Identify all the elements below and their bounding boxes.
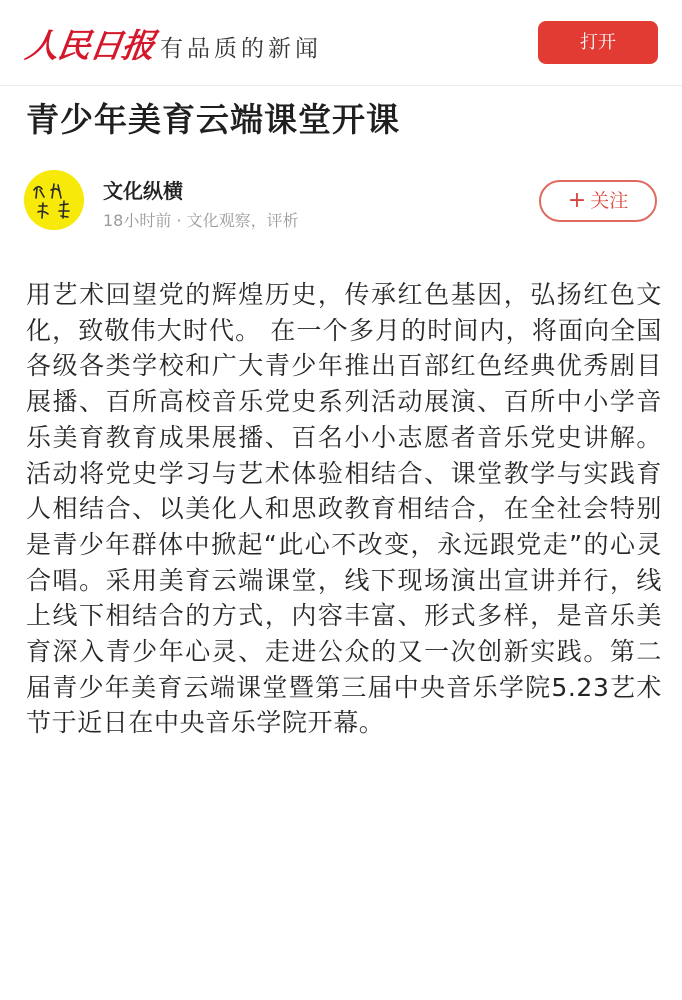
article-title: 青少年美育云端课堂开课 (26, 100, 400, 139)
brand-logo[interactable]: 人民日报 (22, 26, 157, 65)
calligraphy-seal-avatar-icon (24, 170, 84, 230)
author-name[interactable]: 文化纵横 (103, 179, 183, 203)
post-meta: 18小时前 · 文化观察，评析 (103, 211, 299, 230)
brand-slogan: 有品质的新闻 (160, 36, 322, 62)
plus-icon: + (567, 188, 587, 213)
follow-label: 关注 (590, 190, 629, 212)
follow-button[interactable] (539, 180, 657, 222)
article-body: 用艺术回望党的辉煌历史，传承红色基因，弘扬红色文化，致敬伟大时代。 在一个多月的时间内，将面向全国各级各类学校和广大青少年推出百部红色经典优秀剧目展播、百所高校音乐党史系列活动展演、百所中小学音乐美育教育成果展播、百名小小志愿者音乐党史讲解。活动将党史学习与艺术体验相结合、课堂教学与实践育人相结合、以美化人和思政教育相结合，在全社会特别是青少年群体中掀起“此心不改变，永远跟党走”的心灵合唱。采用美育云端课堂，线下现场演出宣讲并行，线上线下相结合的方式，内容丰富、形式多样，是音乐美育深入青少年心灵、走进公众的又一次创新实践。第二届青少年美育云端课堂暨第三届中央音乐学院5.23艺术节于近日在中央音乐学院开幕。 (26, 280, 662, 738)
top-bar (0, 0, 682, 86)
author-avatar[interactable] (24, 170, 84, 230)
open-app-button[interactable]: 打开 (538, 21, 658, 64)
